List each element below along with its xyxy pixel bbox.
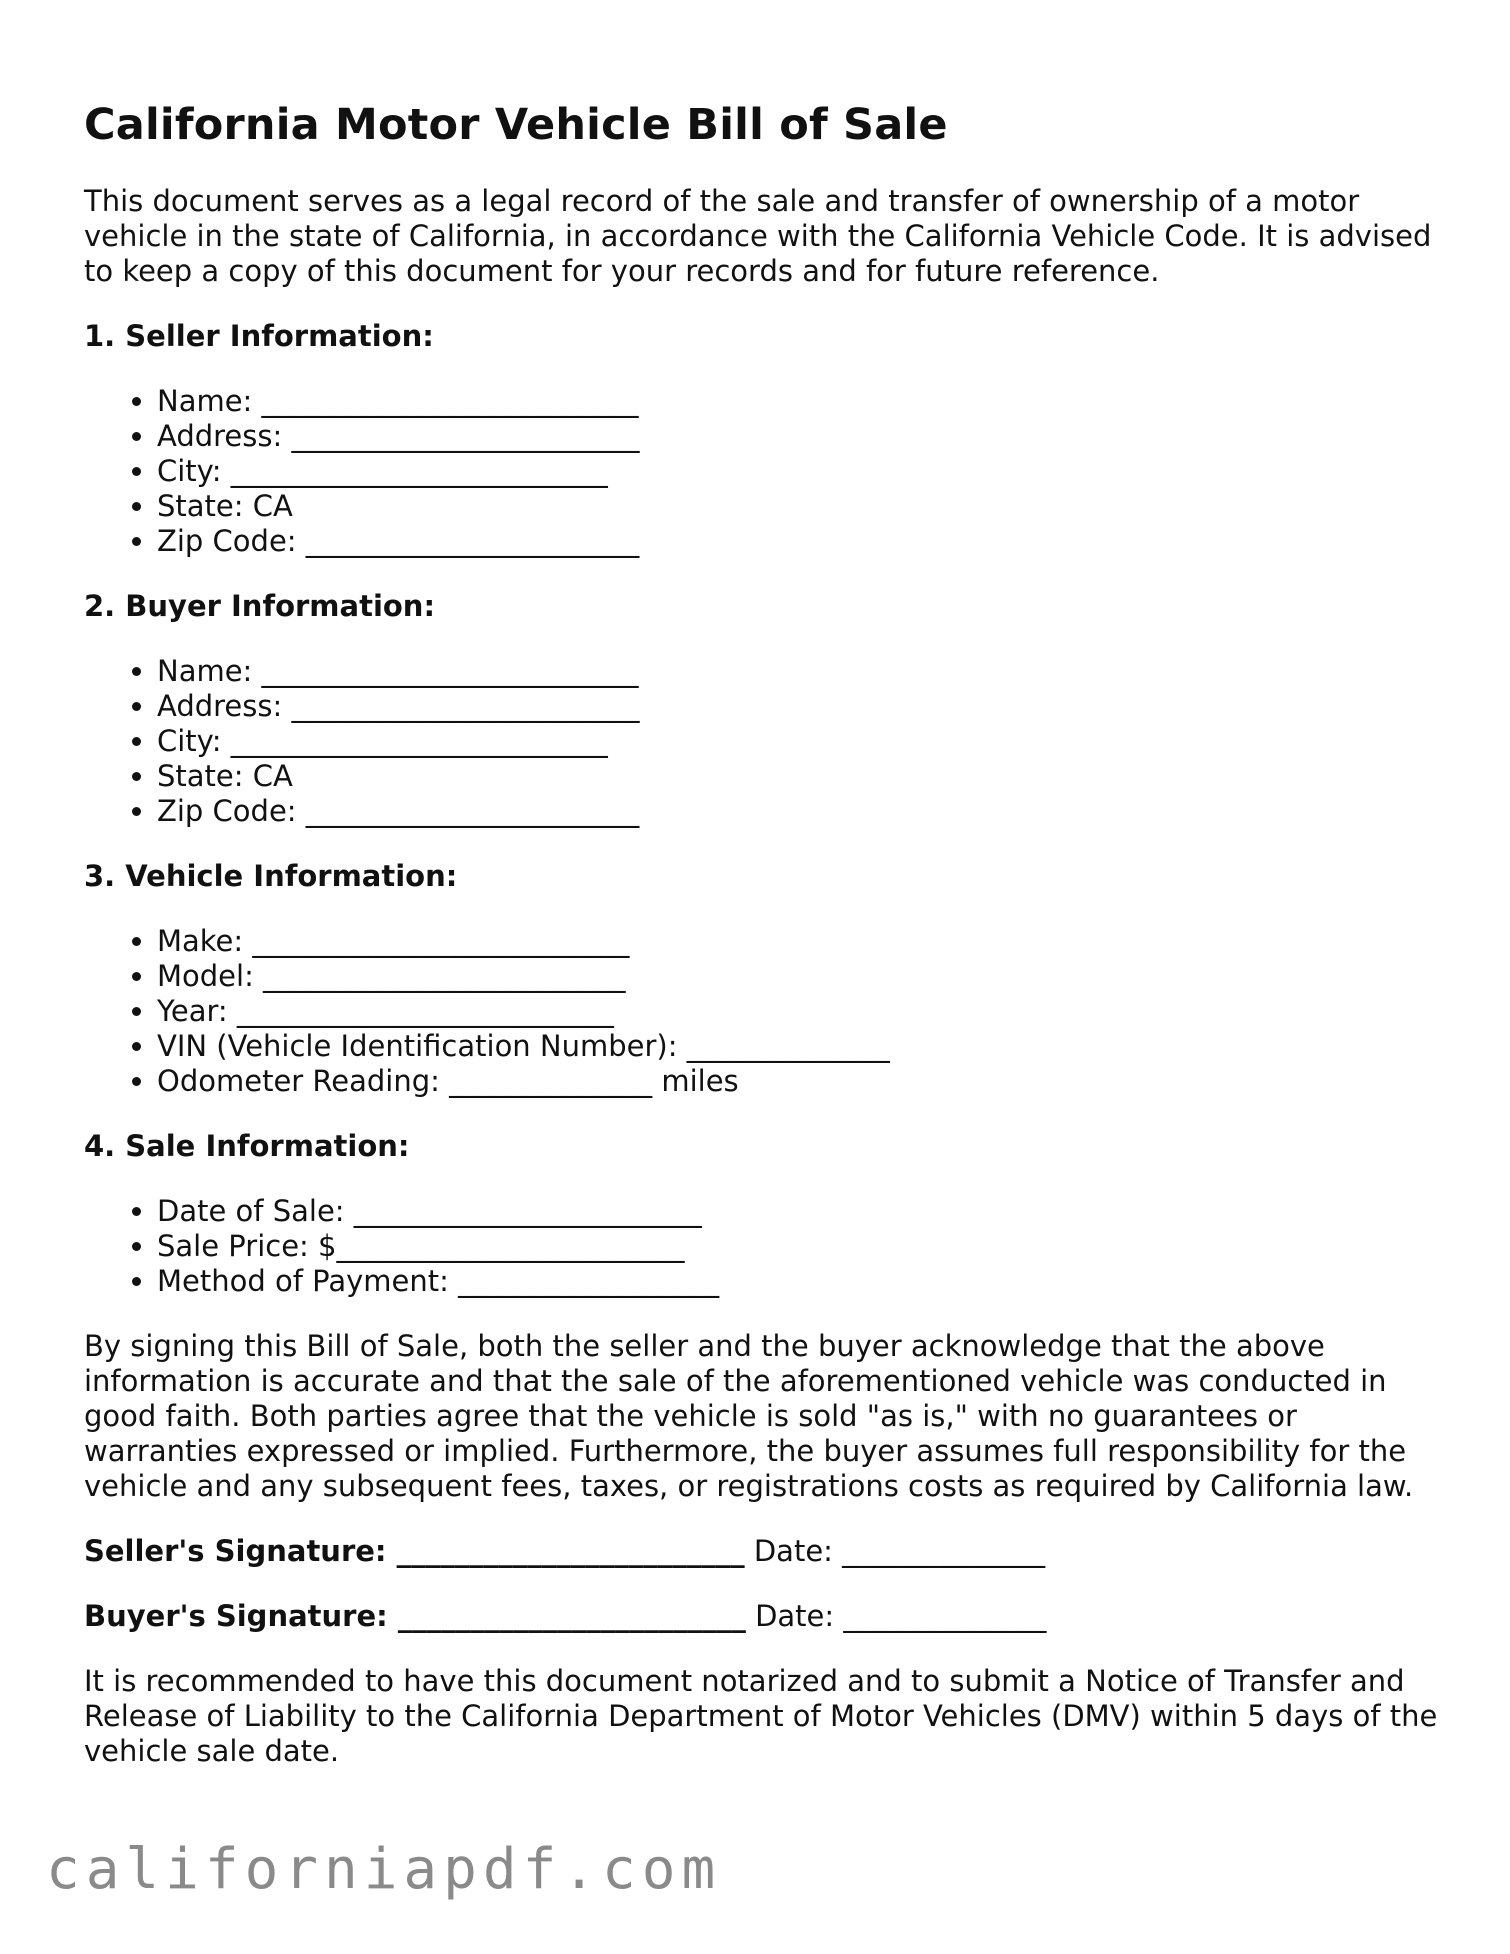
buyer-name-field: • Name: __________________________ bbox=[157, 654, 1454, 689]
vehicle-vin-field: • VIN (Vehicle Identification Number): ______________ bbox=[157, 1029, 1454, 1064]
seller-section-heading: 1. Seller Information: bbox=[84, 318, 434, 353]
sale-info-list bbox=[84, 1194, 1454, 1299]
buyer-address-field: • Address: ________________________ bbox=[157, 689, 1454, 724]
buyer-info-list bbox=[84, 654, 1454, 829]
intro-paragraph: This document serves as a legal record of the sale and transfer of ownership of a motor vehicle in the state of California, in accordance with the California Vehicle Code. It is advised to keep a copy of this document for your records and for future reference. bbox=[84, 183, 1432, 288]
buyer-zip-field: • Zip Code: _______________________ bbox=[157, 794, 1454, 829]
vehicle-odometer-field: • Odometer Reading: ______________ miles bbox=[157, 1064, 1454, 1099]
seller-address-field: • Address: ________________________ bbox=[157, 419, 1454, 454]
vehicle-section-heading: 3. Vehicle Information: bbox=[84, 858, 458, 893]
seller-zip-field: • Zip Code: _______________________ bbox=[157, 524, 1454, 559]
acknowledgment-paragraph: By signing this Bill of Sale, both the seller and the buyer acknowledge that the above information is accurate and that the sale of the aforementioned vehicle was conducted in good faith. Both parties agree that the vehicle is sold "as is," with no guarantees or warranties expressed or implied. Furthermore, the buyer assumes full responsibility for the vehicle and any subsequent fees, taxes, or registrations costs as required by California law. bbox=[84, 1328, 1414, 1503]
vehicle-year-field: • Year: __________________________ bbox=[157, 994, 1454, 1029]
seller-name-field: • Name: __________________________ bbox=[157, 384, 1454, 419]
payment-method-field: • Method of Payment: __________________ bbox=[157, 1264, 1454, 1299]
seller-signature-date: Date: ______________ bbox=[753, 1533, 1046, 1568]
seller-city-field: • City: __________________________ bbox=[157, 454, 1454, 489]
buyer-state-field: • State: CA bbox=[157, 759, 1454, 794]
seller-info-list bbox=[84, 384, 1454, 559]
seller-state-field: • State: CA bbox=[157, 489, 1454, 524]
sale-section-heading: 4. Sale Information: bbox=[84, 1128, 410, 1163]
document-title: California Motor Vehicle Bill of Sale bbox=[84, 100, 948, 150]
buyer-section-heading: 2. Buyer Information: bbox=[84, 588, 436, 623]
buyer-city-field: • City: __________________________ bbox=[157, 724, 1454, 759]
buyer-signature-label: Buyer's Signature: ________________________ bbox=[84, 1598, 746, 1633]
seller-signature-label: Seller's Signature: ________________________ bbox=[84, 1533, 745, 1568]
sale-date-field: • Date of Sale: ________________________ bbox=[157, 1194, 1454, 1229]
seller-signature-line bbox=[84, 1534, 1454, 1569]
watermark: californiapdf.com bbox=[46, 1837, 722, 1902]
sale-price-field: • Sale Price: $________________________ bbox=[157, 1229, 1454, 1264]
document-page bbox=[84, 100, 1454, 1769]
buyer-signature-line bbox=[84, 1599, 1454, 1634]
vehicle-make-field: • Make: __________________________ bbox=[157, 924, 1454, 959]
buyer-signature-date: Date: ______________ bbox=[755, 1598, 1047, 1633]
vehicle-info-list bbox=[84, 924, 1454, 1099]
vehicle-model-field: • Model: _________________________ bbox=[157, 959, 1454, 994]
closing-paragraph: It is recommended to have this document notarized and to submit a Notice of Transfer and Release of Liability to the California Department of Motor Vehicles (DMV) within 5 days of the vehicle sale date. bbox=[84, 1663, 1438, 1768]
